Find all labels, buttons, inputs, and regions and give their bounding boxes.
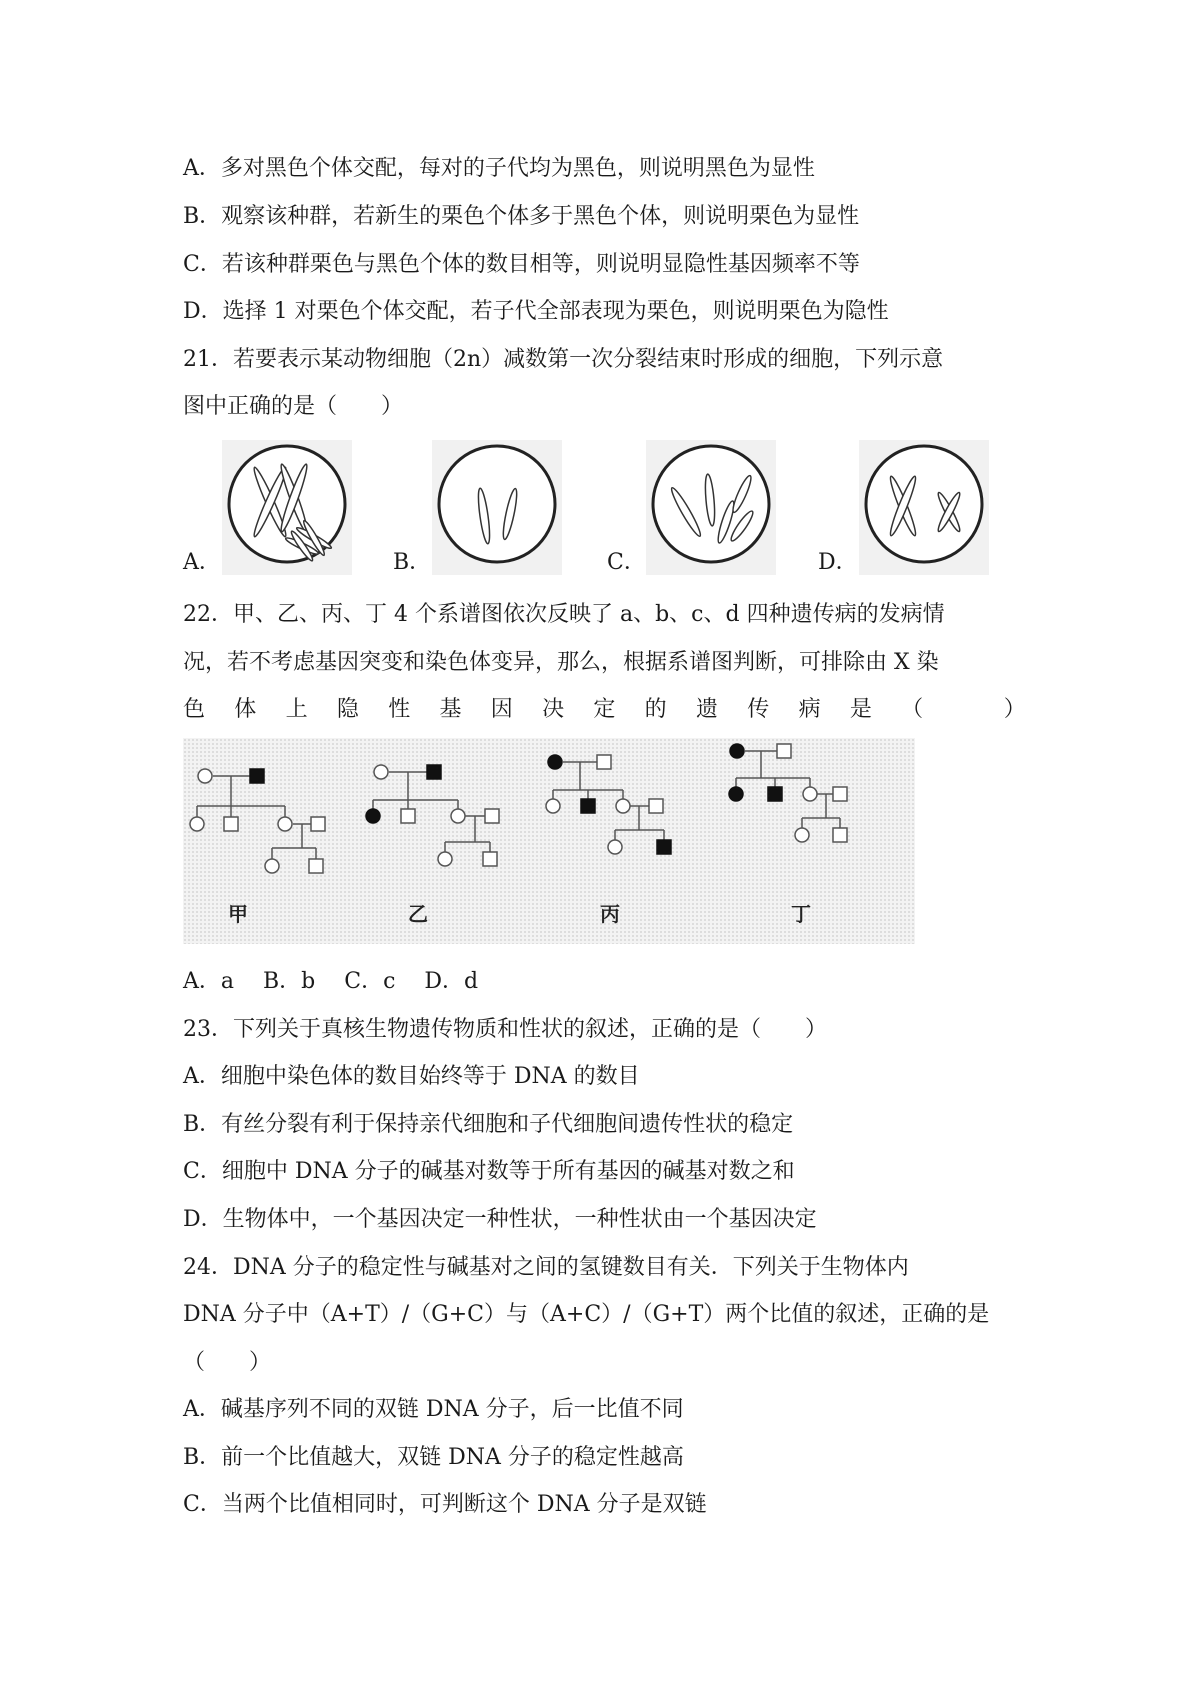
q21-label-b: B． bbox=[393, 550, 432, 575]
q20-option-d: D．选择 1 对栗色个体交配，若子代全部表现为栗色，则说明栗色为隐性 bbox=[183, 299, 889, 324]
q22-stem-line3: 色 体 上 隐 性 基 因 决 定 的 遗 传 病 是 （ ） bbox=[183, 697, 1026, 722]
q23-option-a: A．细胞中染色体的数目始终等于 DNA 的数目 bbox=[183, 1064, 640, 1089]
q21-label-c: C． bbox=[607, 550, 646, 575]
pedigree-label-ding: 丁 bbox=[791, 902, 811, 926]
q24-option-b: B．前一个比值越大，双链 DNA 分子的稳定性越高 bbox=[183, 1445, 684, 1470]
q21-stem-line2: 图中正确的是（ ） bbox=[183, 394, 404, 419]
pedigree-yi bbox=[366, 765, 499, 866]
q24-option-c: C．当两个比值相同时，可判断这个 DNA 分子是双链 bbox=[183, 1492, 707, 1517]
q24-stem-line1: 24．DNA 分子的稳定性与碱基对之间的氢键数目有关．下列关于生物体内 bbox=[183, 1255, 909, 1280]
pedigree-figure bbox=[183, 738, 915, 944]
pedigree-jia bbox=[190, 769, 325, 873]
q20-option-a: A．多对黑色个体交配，每对的子代均为黑色，则说明黑色为显性 bbox=[183, 156, 815, 181]
q21-cell-diagram-b bbox=[432, 440, 562, 575]
pedigree-ding bbox=[729, 744, 847, 842]
q24-stem-line2: DNA 分子中（A+T）/（G+C）与（A+C）/（G+T）两个比值的叙述，正确的是 bbox=[183, 1302, 990, 1327]
q23-option-b: B．有丝分裂有利于保持亲代细胞和子代细胞间遗传性状的稳定 bbox=[183, 1112, 794, 1137]
q23-option-c: C．细胞中 DNA 分子的碱基对数等于所有基因的碱基对数之和 bbox=[183, 1159, 795, 1184]
q22-stem-line1: 22．甲、乙、丙、丁 4 个系谱图依次反映了 a、b、c、d 四种遗传病的发病情 bbox=[183, 602, 945, 627]
q24-option-a: A．碱基序列不同的双链 DNA 分子，后一比值不同 bbox=[183, 1397, 684, 1422]
q22-options: A．a B．b C．c D．d bbox=[183, 969, 479, 994]
pedigree-label-yi: 乙 bbox=[408, 902, 428, 926]
pedigree-label-bing: 丙 bbox=[600, 902, 620, 926]
q21-stem-line1: 21．若要表示某动物细胞（2n）减数第一次分裂结束时形成的细胞，下列示意 bbox=[183, 347, 944, 372]
pedigree-bing bbox=[546, 755, 671, 854]
q21-label-d: D． bbox=[818, 550, 858, 575]
pedigree-label-jia: 甲 bbox=[228, 902, 248, 926]
q20-option-c: C．若该种群栗色与黑色个体的数目相等，则说明显隐性基因频率不等 bbox=[183, 252, 860, 277]
q24-stem-line3: （ ） bbox=[183, 1350, 272, 1375]
q21-cell-diagram-d bbox=[859, 440, 989, 575]
q21-cell-diagram-a bbox=[222, 440, 352, 575]
q20-option-b: B．观察该种群，若新生的栗色个体多于黑色个体，则说明栗色为显性 bbox=[183, 204, 860, 229]
q23-option-d: D．生物体中，一个基因决定一种性状，一种性状由一个基因决定 bbox=[183, 1207, 817, 1232]
q23-stem: 23．下列关于真核生物遗传物质和性状的叙述，正确的是（ ） bbox=[183, 1017, 827, 1042]
q21-cell-diagram-c bbox=[646, 440, 776, 575]
q21-label-a: A． bbox=[183, 550, 221, 575]
q22-stem-line2: 况，若不考虑基因突变和染色体变异，那么，根据系谱图判断，可排除由 X 染 bbox=[183, 650, 939, 675]
